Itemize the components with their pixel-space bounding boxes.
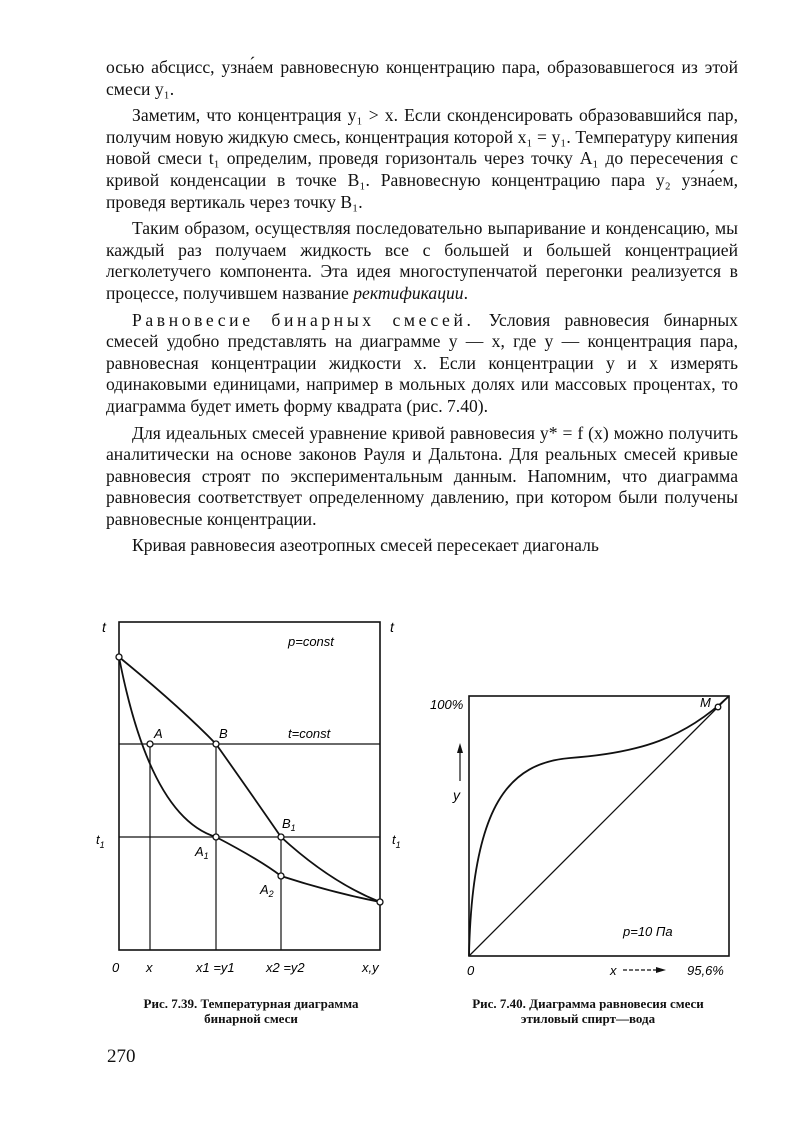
caption-7-39-line1: Рис. 7.39. Температурная диаграмма [143,996,359,1011]
y-axis-label: y [453,787,460,803]
arrow-right-icon [656,967,666,973]
xlabel-x: x [146,960,153,975]
paragraph-1: осью абсцисс, узна́ем равновесную концентрацию пара, образовавшегося из этой смеси y₁. [106,57,738,99]
xlabel-x2y2: x2 =y2 [266,960,305,975]
x-end-label: 95,6% [687,963,724,978]
t1-right-label: $t_1$ [392,832,401,850]
label-B1: $B_1$ [282,816,296,833]
label-A2: $A_2$ [260,882,274,899]
paragraph-3-text: Таким образом, осуществляя последовательно выпаривание и конденсацию, мы каждый раз получаем жидкость все с большей и большей концентрацией легколетучего компонента. Эта идея многоступенчатой перегонки реализуется в процессе, получившем название [106,218,738,303]
term-rectification: ректификации [353,282,464,303]
fig739-frame [119,622,380,950]
paragraph-6: Кривая равновесия азеотропных смесей пересекает диагональ [132,535,599,556]
x-zero-label: 0 [467,963,475,978]
t1-left-label: $t_1$ [96,832,105,850]
point-M [715,704,721,710]
pressure-label: p=const [288,634,334,649]
figure-7-39 [90,612,410,984]
xlabel-x1y1: x1 =y1 [196,960,235,975]
paragraph-2: Заметим, что концентрация y₁ > x. Если сконденсировать образовавшийся пар, получим новую жидкую смесь, концентрация которой x₁ = y₁. Температуру кипения новой смеси t₁ определим, проведя горизонталь через точку A₁ до пересечения с кривой конденсации в точке B₁. Равновесную концентрацию пара y₂ узна́ем, проведя вертикаль через точку B₁. [106,105,738,212]
paragraph-3-end: . [463,282,469,303]
point-start [116,654,122,660]
caption-7-40-line1: Рис. 7.40. Диаграмма равновесия смеси [472,996,704,1011]
point-end [377,899,383,905]
caption-7-39 [96,996,406,1026]
figure-7-40 [420,683,750,983]
caption-7-40 [430,996,746,1026]
x-label: x [610,963,617,978]
paragraph-3 [106,218,738,304]
pressure-label-740: p=10 Па [623,924,673,939]
label-A: A [154,726,163,741]
caption-7-39-line2: бинарной смеси [204,1011,298,1026]
point-B [213,741,219,747]
point-B1 [278,834,284,840]
arrow-up-icon [457,743,463,753]
point-A [147,741,153,747]
axis-t-left: t [102,619,106,635]
label-A1: $A_1$ [195,844,209,861]
caption-7-40-line2: этиловый спирт—вода [520,1011,656,1026]
paragraph-5: Для идеальных смесей уравнение кривой равновесия y* = f (x) можно получить аналитически на основе законов Рауля и Дальтона. Для реальных смесей кривые равновесия строят по экспериментальным данным. Напомним, что диаграмма равновесия соответствует определенному давлению, при котором были получены равновесные концентрации. [106,422,738,529]
axis-t-right: t [390,619,394,635]
xlabel-0: 0 [112,960,120,975]
point-A2 [278,873,284,879]
xlabel-xy: x,y [362,960,379,975]
point-A1 [213,834,219,840]
paragraph-4-body: Условия равновесия бинарных смесей удобно представлять на диаграмме y — x, где y — концентрация пара, равновесная концентрации жидкости x. Если концентрации y и x измерять одинаковыми единицами, например в мольных долях или массовых процентах, то диаграмма будет иметь форму квадрата (рис. 7.40). [106,309,738,416]
boiling-curve [119,657,380,902]
body-text [106,57,738,557]
label-B: B [219,726,228,741]
page-number: 270 [107,1046,136,1067]
paragraph-4 [106,310,738,418]
label-M: M [700,695,711,710]
section-heading: Равновесие бинарных смесей. [132,309,475,330]
t-const-label: t=const [288,726,331,741]
diagonal [469,696,729,956]
y-top-label: 100% [430,697,464,712]
